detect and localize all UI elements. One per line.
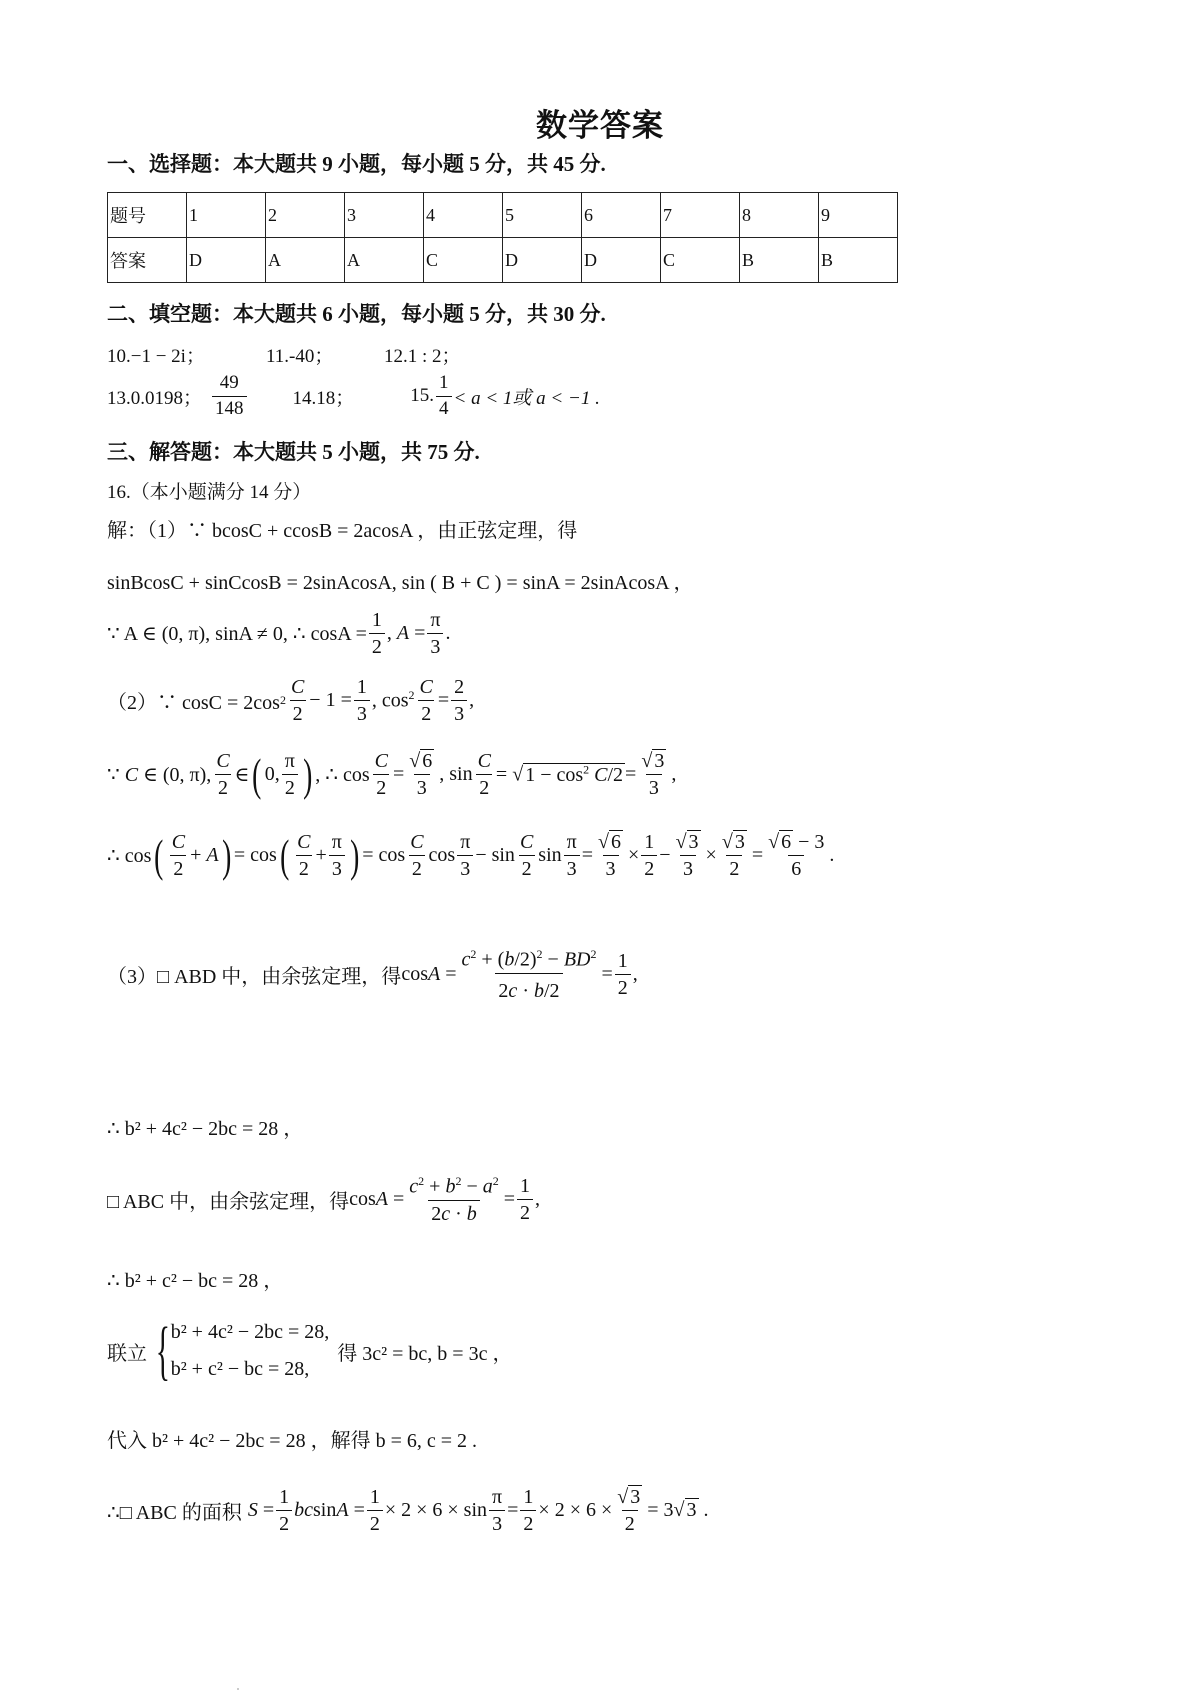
equation: b² + 4c² − 2bc = 28, xyxy=(170,1321,330,1343)
fraction: $\frac{√ 6 - 3}{6}$ xyxy=(768,831,825,880)
table-cell: 2 xyxy=(266,193,345,238)
fraction: $\frac{C}{2}$ xyxy=(477,750,491,799)
solution-part-1-line-2: sinBcosC + sinCcosB = 2sinAcosA, sin ( B + C ) = sinA = 2sinAcosA ， xyxy=(107,572,694,594)
fraction: $\frac{√ 3}{3}$ xyxy=(675,831,699,880)
fraction: $\frac{1}{2}$ xyxy=(276,1486,292,1535)
solution-part-3-line-1: （3）□ ABD 中，由余弦定理，得 cosA = $\frac{c^2 + (b/2)^2 - BD^2}{2c \cdot b/2}$ = $\frac{1}{2}$ , xyxy=(107,947,638,1002)
fraction: $\frac{c^2 + (b/2)^2 - BD^2}{2c \cdot b/2}$ xyxy=(461,947,597,1002)
solution-part-2-line-3: ∴ cos ( $\frac{C}{2}$ + A ) = cos ( $\frac{C}{2}$ + $\frac{\pi}{3}$ ) = cos $\frac{C}{2}$ cos $\frac{\pi}{3}$ − sin $\frac{C}{2}$ sin $\frac{\pi}{3}$ = $\frac{√ 6}{3}$ × $\frac{1}{2}$ − $\frac{√ 3}{3}$ × $\frac{√ 3}{2}$ = $\frac{√ 6 - 3}{6}$ . xyxy=(107,829,835,881)
answer-10: 10.−1 − 2i； xyxy=(107,346,205,367)
table-cell: 8 xyxy=(740,193,819,238)
table-cell: A xyxy=(345,238,424,283)
table-cell: 5 xyxy=(503,193,582,238)
solution-text: □ ABC 中，由余弦定理，得 xyxy=(107,1191,350,1214)
answers-13-15 xyxy=(107,373,600,420)
answer-11: 11.-40； xyxy=(266,346,334,367)
table-cell: 1 xyxy=(187,193,266,238)
table-cell: C xyxy=(424,238,503,283)
table-cell: 3 xyxy=(345,193,424,238)
solution-text: 联立 xyxy=(107,1342,147,1365)
equation-system xyxy=(171,1321,330,1381)
equation: b² + c² − bc = 28, xyxy=(170,1358,310,1380)
solution-text: （3）□ ABD 中，由余弦定理，得 xyxy=(107,966,402,989)
fraction-numerator: 1 xyxy=(439,372,449,393)
solution-part-3-area: ∴□ ABC 的面积 S = $\frac{1}{2}$ bcsinA = $\frac{1}{2}$ × 2 × 6 × sin $\frac{\pi}{3}$ = $\frac{1}{2}$ × 2 × 6 × $\frac{√ 3}{2}$ = 3√ 3 . xyxy=(107,1486,709,1535)
solution-part-3-result-1: ∴ b² + 4c² − 2bc = 28 ， xyxy=(107,1118,304,1140)
solution-part-1-intro: 解：（1）∵ bcosC + ccosB = 2acosA ，由正弦定理，得 xyxy=(107,520,578,542)
table-cell: B xyxy=(819,238,898,283)
solution-part-3-system xyxy=(107,1314,513,1387)
fraction-numerator: 49 xyxy=(219,372,239,393)
fraction-denominator: 4 xyxy=(436,396,452,420)
fraction: $\frac{\pi}{3}$ xyxy=(329,831,345,880)
fraction: $\frac{C}{2}$ xyxy=(419,676,433,725)
fraction: $\frac{C}{2}$ xyxy=(297,831,311,880)
table-cell: 7 xyxy=(661,193,740,238)
section-3-heading: 三、解答题：本大题共 5 小题，共 75 分. xyxy=(107,440,480,464)
solution-text: ∵ A ∈ (0, π), sinA ≠ 0, ∴ cosA = xyxy=(107,623,367,645)
solution-text: （2）∵ cosC = 2cos xyxy=(107,692,280,714)
solution-part-3-line-abc: □ ABC 中，由余弦定理，得 cosA = $\frac{c^2 + b^2 - a^2}{2c \cdot b}$ = $\frac{1}{2}$ , xyxy=(107,1174,541,1225)
fraction: $\frac{C}{2}$ xyxy=(519,831,534,880)
table-cell: C xyxy=(661,238,740,283)
page-speck xyxy=(237,1688,239,1690)
table-cell: 9 xyxy=(819,193,898,238)
fraction: $\frac{\pi}{3}$ xyxy=(427,609,443,658)
fraction: $\frac{√ 3}{2}$ xyxy=(617,1486,641,1535)
page-title: 数学答案 xyxy=(536,108,664,143)
fraction: $\frac{√ 6}{3}$ xyxy=(409,750,433,799)
table-row-answers xyxy=(108,238,898,283)
fraction: $\frac{√ 3}{2}$ xyxy=(721,831,745,880)
fraction: $\frac{\pi}{2}$ xyxy=(282,750,298,799)
fraction: $\frac{1}{3}$ xyxy=(354,676,370,725)
table-cell-label: 答案 xyxy=(108,238,187,283)
table-cell: 6 xyxy=(582,193,661,238)
fraction: $\frac{C}{2}$ xyxy=(290,676,305,725)
fraction: $\frac{\pi}{3}$ xyxy=(457,831,473,880)
solution-part-2-line-2: ∵ C ∈ (0, π), $\frac{C}{2}$ ∈ ( 0, $\frac{\pi}{2}$ ) , ∴ cos $\frac{C}{2}$ = $\frac{√ 6}{3}$ , sin $\frac{C}{2}$ = √ $1 - \cos^2 C/2$ = $\frac{√ 3}{3}$ , xyxy=(107,748,677,800)
fraction: $\frac{1}{2}$ xyxy=(641,831,657,880)
table-cell: A xyxy=(266,238,345,283)
fraction: $\frac{√ 3}{3}$ xyxy=(641,750,665,799)
answer-12: 12.1 : 2； xyxy=(384,346,461,367)
table-cell: D xyxy=(582,238,661,283)
solution-part-1-line-3: ∵ A ∈ (0, π), sinA ≠ 0, ∴ cosA = $\frac{1}{2}$ , A = $\frac{\pi}{3}$ . xyxy=(107,609,451,658)
table-cell: B xyxy=(740,238,819,283)
fraction: $\frac{c^2 + b^2 - a^2}{2c \cdot b}$ xyxy=(409,1174,499,1225)
fraction: $\frac{1}{2}$ xyxy=(517,1175,533,1224)
fraction: $\frac{C}{2}$ xyxy=(410,831,424,880)
solution-part-3-substitution: 代入 b² + 4c² − 2bc = 28 ，解得 b = 6, c = 2 . xyxy=(107,1430,478,1452)
section-2-heading: 二、填空题：本大题共 6 小题，每小题 5 分，共 30 分. xyxy=(107,302,606,326)
question-16-title: 16.（本小题满分 14 分） xyxy=(107,482,312,503)
brace-icon: { xyxy=(155,1314,170,1387)
answer-15-prefix: 15. xyxy=(410,385,435,407)
fraction: $\frac{\pi}{3}$ xyxy=(489,1486,505,1535)
answer-13-fraction xyxy=(212,373,247,420)
table-cell-label: 题号 xyxy=(108,193,187,238)
solution-text: ∴□ ABC 的面积 xyxy=(107,1502,242,1524)
fraction: $\frac{\pi}{3}$ xyxy=(564,831,580,880)
fraction: $\frac{1}{2}$ xyxy=(367,1486,383,1535)
fraction: $\frac{√ 6}{3}$ xyxy=(598,831,621,880)
table-cell: 4 xyxy=(424,193,503,238)
fraction: $\frac{C}{2}$ xyxy=(216,750,230,799)
table-cell: D xyxy=(187,238,266,283)
table-row-numbers xyxy=(108,193,898,238)
solution-part-2-line-1: （2）∵ cosC = 2cos 2 $\frac{C}{2}$ − 1 = $\frac{1}{3}$ , $\cos^2$ $\frac{C}{2}$ = $\frac{2}{3}$ , xyxy=(107,676,475,725)
fraction: $\frac{C}{2}$ xyxy=(374,750,388,799)
answer-14: 14.18； xyxy=(292,387,355,409)
fraction: $\frac{1}{2}$ xyxy=(615,950,631,999)
answer-13-prefix: 13.0.0198； xyxy=(107,387,203,409)
fraction: $\frac{1}{2}$ xyxy=(369,609,385,658)
table-cell: D xyxy=(503,238,582,283)
answer-table xyxy=(107,192,898,283)
fraction: $\frac{C}{2}$ xyxy=(171,831,186,880)
solution-part-3-result-2: ∴ b² + c² − bc = 28 ， xyxy=(107,1270,284,1292)
fraction: $\frac{1}{2}$ xyxy=(520,1486,536,1535)
answer-15-rest: < a < 1或 a < −1 . xyxy=(453,387,600,409)
fraction: $\frac{2}{3}$ xyxy=(451,676,467,725)
fraction-denominator: 148 xyxy=(212,396,247,420)
solution-text: 得 3c² = bc, b = 3c ， xyxy=(337,1342,513,1365)
answer-15-fraction xyxy=(436,373,452,420)
section-1-heading: 一、选择题：本大题共 9 小题，每小题 5 分，共 45 分. xyxy=(107,152,606,176)
